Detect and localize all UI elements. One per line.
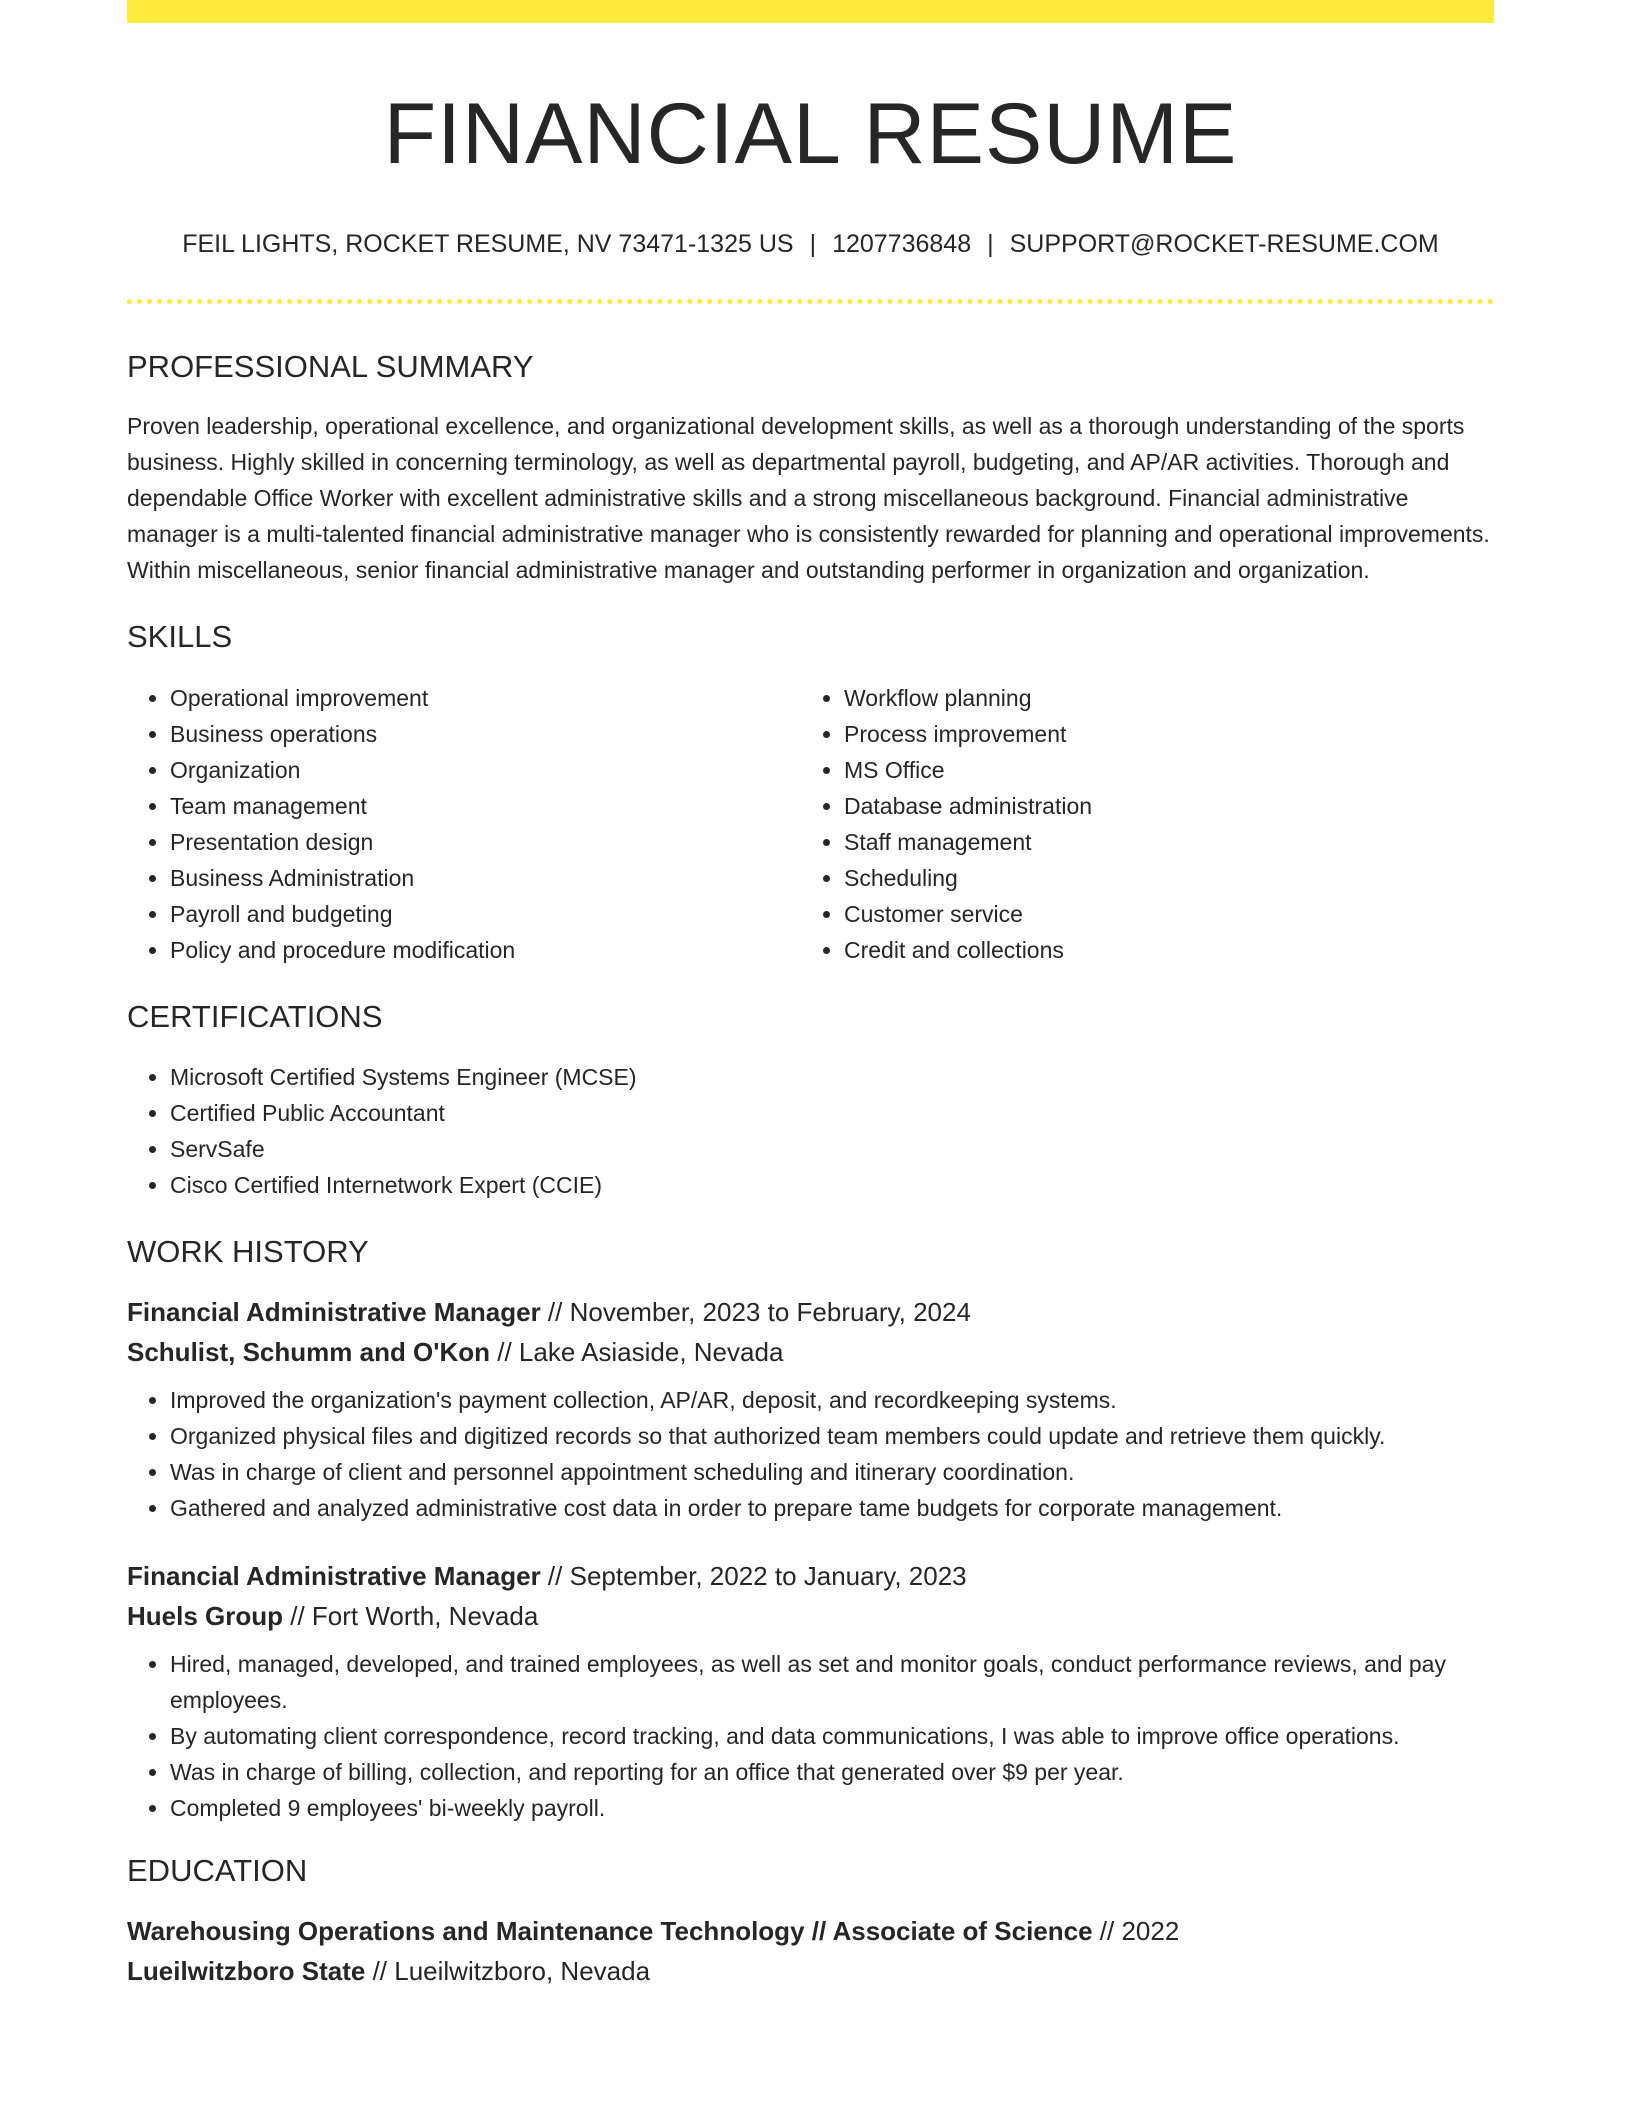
job-1-bullets	[127, 1382, 1494, 1526]
skill-item: • Staff management	[844, 824, 1475, 860]
job-2-company-line	[127, 1596, 1494, 1636]
skill-item: • Presentation design	[170, 824, 801, 860]
skill-item: • Workflow planning	[844, 680, 1475, 716]
job-dates: // September, 2022 to January, 2023	[540, 1560, 967, 1591]
job-bullet: • Gathered and analyzed administrative cost data in order to prepare tame budgets for corporate management.	[170, 1490, 1494, 1526]
skills-list-right	[801, 680, 1475, 968]
education-school-line	[127, 1951, 1494, 1991]
education-year: // 2022	[1092, 1916, 1180, 1947]
certifications-title: CERTIFICATIONS	[127, 998, 383, 1034]
skill-item: • Customer service	[844, 896, 1475, 932]
skill-item: • Operational improvement	[170, 680, 801, 716]
skill-item: • Credit and collections	[844, 932, 1475, 968]
job-bullet: • Was in charge of billing, collection, and reporting for an office that generated over $9 per year.	[170, 1754, 1494, 1790]
education-degree: Warehousing Operations and Maintenance Technology // Associate of Science	[127, 1916, 1093, 1947]
job-bullet: • Was in charge of client and personnel appointment scheduling and itinerary coordination.	[170, 1454, 1494, 1490]
skill-item: • Payroll and budgeting	[170, 896, 801, 932]
skill-item: • Process improvement	[844, 716, 1475, 752]
job-2-role-line	[127, 1556, 1494, 1596]
job-bullet: • Completed 9 employees' bi-weekly payroll.	[170, 1790, 1494, 1826]
certifications-list	[127, 1059, 1494, 1203]
accent-top-bar	[127, 0, 1494, 23]
skills-column-right	[801, 680, 1475, 968]
job-location: // Lake Asiaside, Nevada	[490, 1336, 784, 1367]
skill-item: • Database administration	[844, 788, 1475, 824]
job-1-role-line	[127, 1292, 1494, 1332]
skill-item: • MS Office	[844, 752, 1475, 788]
certification-item: • Certified Public Accountant	[170, 1095, 1494, 1131]
skills-title: SKILLS	[127, 619, 233, 655]
skills-grid	[127, 680, 1494, 968]
skills-list-left	[127, 680, 801, 968]
job-bullet: • Improved the organization's payment collection, AP/AR, deposit, and recordkeeping systems.	[170, 1382, 1494, 1418]
job-role: Financial Administrative Manager	[127, 1296, 541, 1327]
certification-item: • Microsoft Certified Systems Engineer (MCSE)	[170, 1059, 1494, 1095]
job-dates: // November, 2023 to February, 2024	[540, 1296, 971, 1327]
job-bullet: • Hired, managed, developed, and trained employees, as well as set and monitor goals, conduct performance reviews, and pay employees.	[170, 1646, 1494, 1718]
job-bullet: • By automating client correspondence, record tracking, and data communications, I was able to improve office operations.	[170, 1718, 1494, 1754]
job-bullet: • Organized physical files and digitized records so that authorized team members could update and retrieve them quickly.	[170, 1418, 1494, 1454]
skill-item: • Business Administration	[170, 860, 801, 896]
education-title: EDUCATION	[127, 1852, 308, 1888]
job-1-company-line	[127, 1332, 1494, 1372]
contact-separator: |	[809, 230, 817, 259]
summary-text: Proven leadership, operational excellence, and organizational development skills, as well as a thorough understanding of the sports business. Highly skilled in concerning terminology, as well as departmental payroll, budgeting, and AP/AR activities. Thorough and dependable Office Worker with excellent administrative skills and a strong miscellaneous background. Financial administrative manager is a multi-talented financial administrative manager who is consistently rewarded for planning and operational improvements. Within miscellaneous, senior financial administrative manager and outstanding performer in organization and organization.	[127, 413, 1490, 584]
skill-item: • Business operations	[170, 716, 801, 752]
contact-separator: |	[987, 230, 994, 259]
certification-item: • ServSafe	[170, 1131, 1494, 1167]
education-location: // Lueilwitzboro, Nevada	[365, 1956, 651, 1987]
contact-line	[127, 229, 1494, 259]
skill-item: • Team management	[170, 788, 801, 824]
contact-email: SUPPORT@ROCKET-RESUME.COM	[1009, 230, 1439, 259]
contact-phone: 1207736848	[832, 230, 972, 259]
skills-column-left	[127, 680, 801, 968]
job-2-bullets	[127, 1646, 1494, 1826]
education-school: Lueilwitzboro State	[127, 1956, 366, 1987]
job-location: // Fort Worth, Nevada	[283, 1600, 539, 1631]
work-history-title: WORK HISTORY	[127, 1233, 369, 1269]
skill-item: • Scheduling	[844, 860, 1475, 896]
job-role: Financial Administrative Manager	[127, 1560, 541, 1591]
contact-address: FEIL LIGHTS, ROCKET RESUME, NV 73471-1325 US	[182, 230, 794, 259]
job-company: Huels Group	[127, 1600, 284, 1631]
header-divider	[127, 299, 1494, 304]
summary-title: PROFESSIONAL SUMMARY	[127, 349, 534, 385]
certification-item: • Cisco Certified Internetwork Expert (CCIE)	[170, 1167, 1494, 1203]
skill-item: • Organization	[170, 752, 801, 788]
resume-page	[127, 0, 1494, 1991]
resume-name: FINANCIAL RESUME	[383, 86, 1238, 182]
education-degree-line	[127, 1911, 1494, 1951]
job-company: Schulist, Schumm and O'Kon	[127, 1336, 490, 1367]
skill-item: • Policy and procedure modification	[170, 932, 801, 968]
